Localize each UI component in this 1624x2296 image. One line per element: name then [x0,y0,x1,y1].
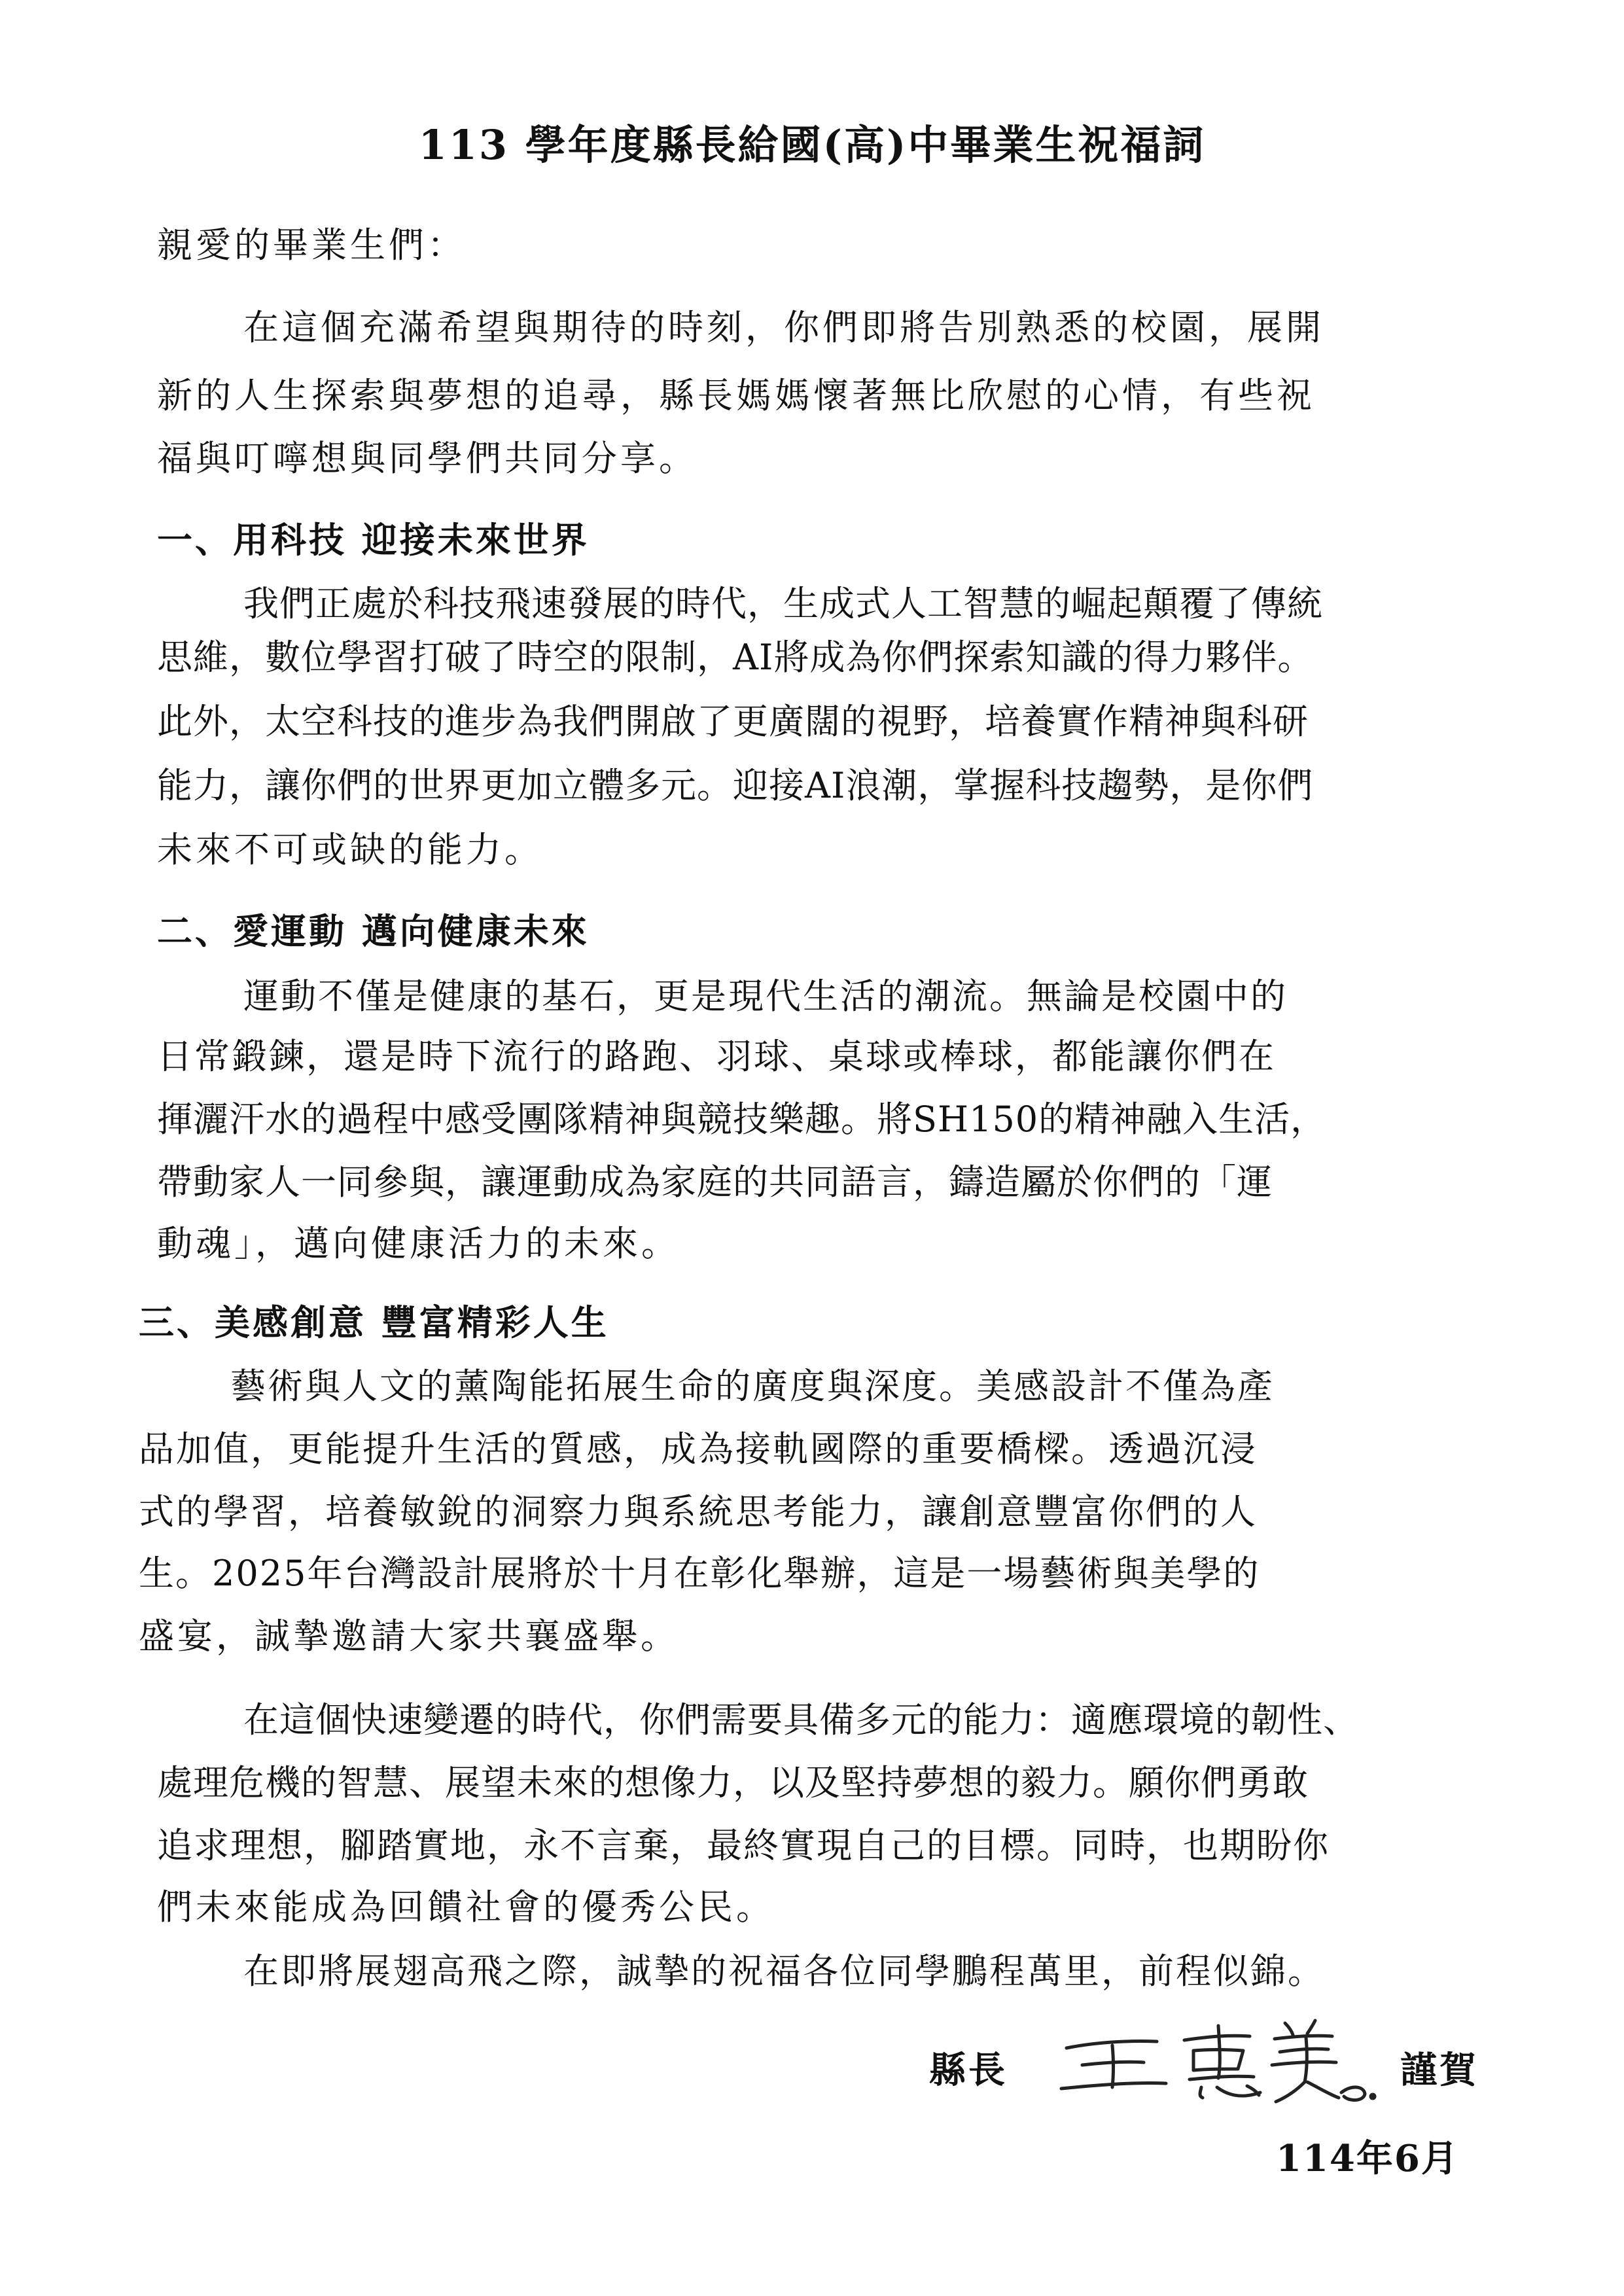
section-line: 生。2025年台灣設計展將於十月在彰化舉辦，這是一場藝術與美學的 [139,1553,1260,1594]
section-line: 帶動家人一同參與，讓運動成為家庭的共同語言，鑄造屬於你們的「運 [157,1161,1273,1203]
signature-prefix: 縣長 [929,2049,1008,2092]
blessing-line: 在即將展翅高飛之際，誠摯的祝福各位同學鵬程萬里，前程似錦。 [243,1951,1325,1992]
section-line: 式的學習，培養敏銳的洞察力與系統思考能力，讓創意豐富你們的人 [139,1491,1258,1532]
intro-line: 新的人生探索與夢想的追尋，縣長媽媽懷著無比欣慰的心情，有些祝 [157,375,1315,416]
section-line: 未來不可或缺的能力。 [157,829,543,870]
intro-line: 福與叮嚀想與同學們共同分享。 [157,438,697,479]
section-line: 能力，讓你們的世界更加立體多元。迎接AI浪潮，掌握科技趨勢，是你們 [157,765,1314,806]
section-line: 此外，太空科技的進步為我們開啟了更廣闊的視野，培養實作精神與科研 [157,701,1309,742]
section-line: 我們正處於科技飛速發展的時代，生成式人工智慧的崛起顛覆了傳統 [243,583,1323,624]
closing-line: 在這個快速變遷的時代，你們需要具備多元的能力：適應環境的韌性、 [243,1699,1359,1740]
salutation: 親愛的畢業生們： [157,224,466,266]
signature-block [929,2014,1498,2106]
section-line: 思維，數位學習打破了時空的限制，AI將成為你們探索知識的得力夥伴。 [157,637,1314,678]
section-heading-aesthetics: 三、美感創意 豐富精彩人生 [139,1301,609,1343]
handwritten-signature [1053,2014,1381,2106]
document-title: 113 學年度縣長給國(高)中畢業生祝福詞 [418,121,1206,169]
section-line: 日常鍛鍊，還是時下流行的路跑、羽球、桌球或棒球，都能讓你們在 [157,1036,1276,1077]
closing-line: 追求理想，腳踏實地，永不言棄，最終實現自己的目標。同時，也期盼你 [157,1825,1330,1866]
signature-suffix: 謹賀 [1400,2049,1479,2092]
section-line: 動魂」，邁向健康活力的未來。 [157,1223,680,1264]
section-line: 品加值，更能提升生活的質感，成為接軌國際的重要橋樑。透過沉浸 [139,1428,1258,1470]
section-heading-sports: 二、愛運動 邁向健康未來 [157,910,590,952]
intro-line: 在這個充滿希望與期待的時刻，你們即將告別熟悉的校園，展開 [243,307,1324,348]
section-line: 藝術與人文的薰陶能拓展生命的廣度與深度。美感設計不僅為產 [230,1366,1275,1407]
document-date: 114年6月 [1276,2137,1459,2180]
section-line: 盛宴，誠摯邀請大家共襄盛舉。 [139,1616,679,1657]
closing-line: 們未來能成為回饋社會的優秀公民。 [157,1886,775,1928]
closing-line: 處理危機的智慧、展望未來的想像力，以及堅持夢想的毅力。願你們勇敢 [157,1762,1309,1803]
section-heading-technology: 一、用科技 迎接未來世界 [157,519,590,561]
section-line: 運動不僅是健康的基石，更是現代生活的潮流。無論是校園中的 [243,976,1288,1017]
section-line: 揮灑汗水的過程中感受團隊精神與競技樂趣。將SH150的精神融入生活， [157,1099,1327,1140]
